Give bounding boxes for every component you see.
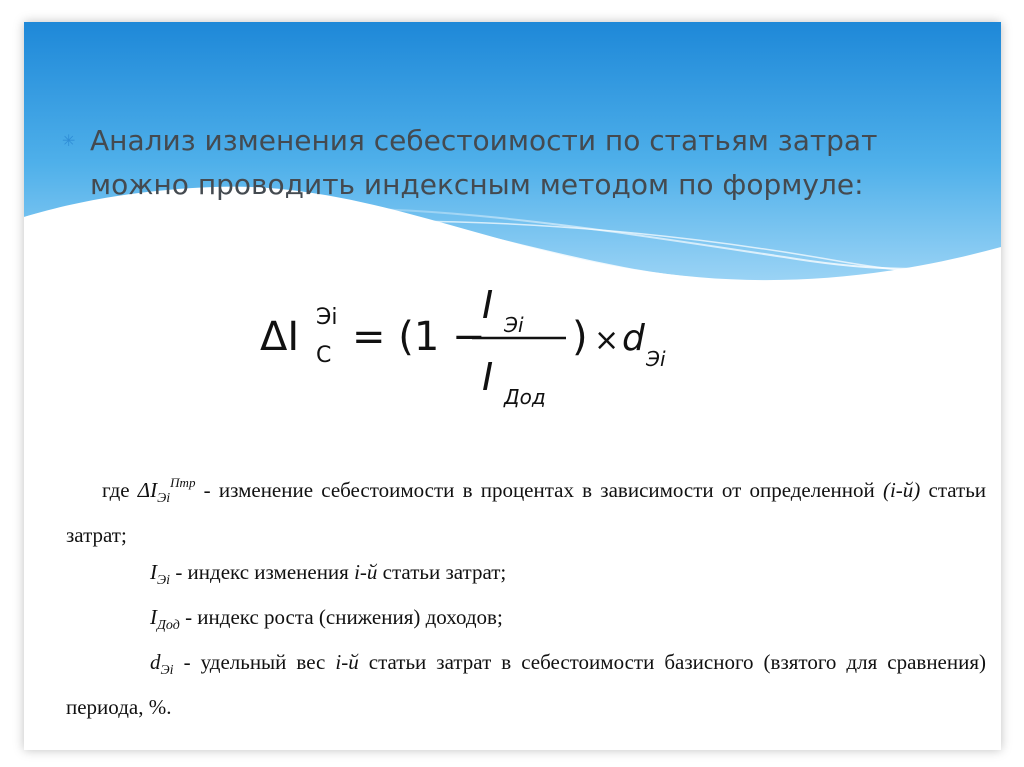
definition-d (66, 644, 986, 726)
where-word: где (102, 478, 130, 502)
delta-sup: Птр (170, 475, 196, 490)
slide (24, 22, 1001, 750)
formula-sub: C (316, 343, 332, 368)
definition-id (66, 599, 986, 644)
d-tail: статьи затрат в себестоимости базисного (взятого для сравнения) периода, %. (66, 650, 987, 719)
ie-symbol: I (150, 560, 157, 584)
formula-sup: Эi (316, 305, 338, 330)
formula-close: ) (572, 314, 588, 360)
delta-desc: - изменение себестоимости в процентах в зависимости от определенной (203, 478, 875, 502)
ie-sub: Эi (157, 573, 171, 588)
delta-tail: статьи затрат; (66, 478, 987, 547)
formula-den-sub: Дод (504, 385, 546, 409)
formula-num: I (482, 283, 494, 327)
formula-times: × (594, 323, 620, 358)
formula-d-sub: Эi (646, 347, 666, 371)
ie-tail: статьи затрат; (382, 560, 507, 584)
d-desc: - удельный вес (183, 650, 326, 674)
formula-d: d (622, 318, 645, 359)
bullet-icon: ✳ (62, 131, 76, 150)
formula (260, 270, 680, 430)
bullet-point (62, 119, 970, 207)
d-sub: Эi (160, 663, 174, 678)
definition-ie (66, 554, 986, 599)
definition-delta (66, 464, 986, 554)
definitions (66, 464, 986, 726)
id-symbol: I (150, 605, 157, 629)
delta-sub: Эi (157, 491, 171, 506)
id-sub: Дод (157, 618, 180, 633)
id-desc: - индекс роста (снижения) доходов; (185, 605, 503, 629)
d-symbol: d (150, 650, 161, 674)
formula-den: I (482, 355, 494, 399)
d-ital: i-й (335, 650, 359, 674)
delta-ital: (i-й) (882, 478, 921, 502)
ie-desc: - индекс изменения (175, 560, 349, 584)
formula-eq: = (1 − (352, 314, 486, 360)
formula-num-sub: Эi (504, 313, 524, 337)
ie-ital: i-й (354, 560, 378, 584)
formula-delta: ΔI (260, 314, 300, 360)
delta-symbol: ΔI (137, 478, 158, 502)
bullet-text-line1: Анализ изменения себестоимости по статьям затрат (90, 124, 878, 157)
bullet-text-line2: можно проводить индексным методом по формуле: (90, 168, 864, 201)
